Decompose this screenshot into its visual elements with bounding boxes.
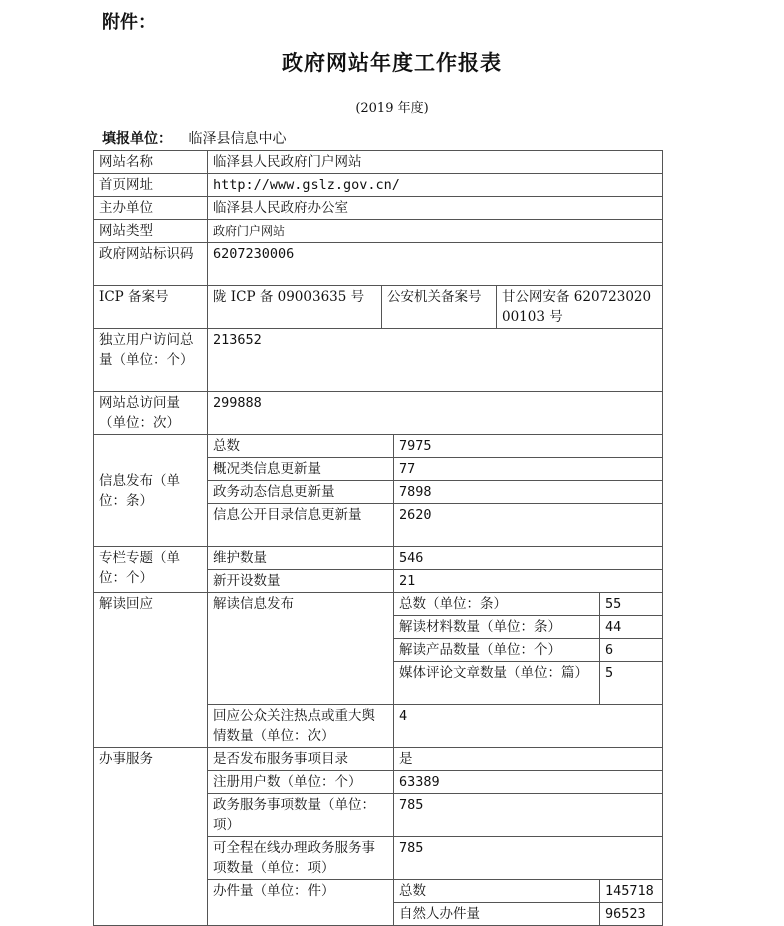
row-info-total (94, 435, 663, 458)
interpret-row-value: 55 (600, 593, 663, 616)
icp-label: ICP 备案号 (94, 286, 208, 329)
page-views-value: 299888 (208, 392, 663, 435)
row-site-name (94, 151, 663, 174)
interpret-row-label: 解读材料数量（单位：条） (394, 616, 600, 639)
service-row-value: 是 (394, 748, 663, 771)
host-unit-label: 主办单位 (94, 197, 208, 220)
info-row-label: 总数 (208, 435, 394, 458)
service-label: 办事服务 (94, 748, 208, 926)
service-row-label: 可全程在线办理政务服务事项数量（单位：项） (208, 837, 394, 880)
police-record-value: 甘公网安备 62072302000103 号 (497, 286, 663, 329)
row-host-unit (94, 197, 663, 220)
column-topic-label: 专栏专题（单位：个） (94, 547, 208, 593)
column-row-label: 新开设数量 (208, 570, 394, 593)
interpret-response-label: 解读回应 (94, 593, 208, 748)
service-row-value: 785 (394, 794, 663, 837)
report-year: (2019 年度) (355, 101, 429, 116)
row-page-views (94, 392, 663, 435)
page-views-label: 网站总访问量（单位：次） (94, 392, 208, 435)
reporting-unit (102, 128, 286, 148)
police-record-label: 公安机关备案号 (382, 286, 497, 329)
interpret-row-label: 解读产品数量（单位：个） (394, 639, 600, 662)
reporting-unit-label: 填报单位： (102, 131, 172, 147)
column-row-value: 546 (394, 547, 663, 570)
info-row-label: 概况类信息更新量 (208, 458, 394, 481)
info-row-label: 政务动态信息更新量 (208, 481, 394, 504)
interpret-row-value: 6 (600, 639, 663, 662)
info-row-label: 信息公开目录信息更新量 (208, 504, 394, 547)
row-unique-visitors (94, 329, 663, 392)
row-site-type (94, 220, 663, 243)
page-title: 政府网站年度工作报表 (282, 50, 502, 75)
site-name-label: 网站名称 (94, 151, 208, 174)
row-service-catalog (94, 748, 663, 771)
unique-visitors-value: 213652 (208, 329, 663, 392)
service-row-label: 政务服务事项数量（单位：项） (208, 794, 394, 837)
host-unit-value: 临泽县人民政府办公室 (208, 197, 663, 220)
column-row-value: 21 (394, 570, 663, 593)
volume-label: 办件量（单位：件） (208, 880, 394, 926)
row-column-maintain (94, 547, 663, 570)
interpret-row-value: 5 (600, 662, 663, 705)
unique-visitors-label: 独立用户访问总量（单位：个） (94, 329, 208, 392)
row-interpret-total (94, 593, 663, 616)
interpret-publish-label: 解读信息发布 (208, 593, 394, 705)
volume-row-value: 96523 (600, 903, 663, 926)
info-publish-label: 信息发布（单位：条） (94, 435, 208, 547)
service-row-label: 是否发布服务事项目录 (208, 748, 394, 771)
service-row-value: 785 (394, 837, 663, 880)
hot-response-label: 回应公众关注热点或重大舆情数量（单位：次） (208, 705, 394, 748)
home-url-label: 首页网址 (94, 174, 208, 197)
site-name-value: 临泽县人民政府门户网站 (208, 151, 663, 174)
info-row-value: 2620 (394, 504, 663, 547)
row-icp (94, 286, 663, 329)
interpret-row-label: 总数（单位：条） (394, 593, 600, 616)
site-type-label: 网站类型 (94, 220, 208, 243)
site-id-label: 政府网站标识码 (94, 243, 208, 286)
info-row-value: 77 (394, 458, 663, 481)
interpret-row-value: 44 (600, 616, 663, 639)
icp-value: 陇 ICP 备 09003635 号 (208, 286, 382, 329)
info-row-value: 7898 (394, 481, 663, 504)
service-row-label: 注册用户数（单位：个） (208, 771, 394, 794)
info-row-value: 7975 (394, 435, 663, 458)
row-home-url (94, 174, 663, 197)
site-id-value: 6207230006 (208, 243, 663, 286)
interpret-row-label: 媒体评论文章数量（单位：篇） (394, 662, 600, 705)
service-row-value: 63389 (394, 771, 663, 794)
reporting-unit-value: 临泽县信息中心 (188, 131, 287, 147)
column-row-label: 维护数量 (208, 547, 394, 570)
volume-row-label: 自然人办件量 (394, 903, 600, 926)
volume-row-value: 145718 (600, 880, 663, 903)
volume-row-label: 总数 (394, 880, 600, 903)
site-type-value: 政府门户网站 (208, 220, 663, 243)
report-table (93, 150, 663, 926)
attachment-label: 附件： (102, 12, 156, 33)
row-site-id (94, 243, 663, 286)
hot-response-value: 4 (394, 705, 663, 748)
home-url-value: http://www.gslz.gov.cn/ (208, 174, 663, 197)
